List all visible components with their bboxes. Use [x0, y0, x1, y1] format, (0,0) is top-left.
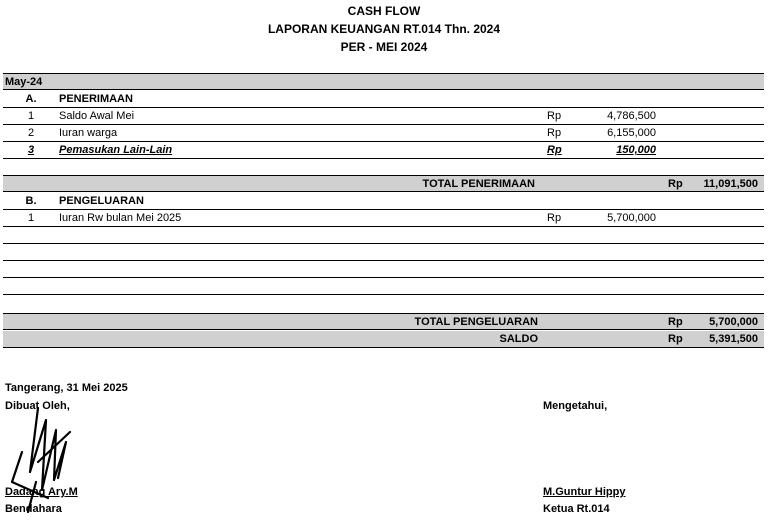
income-total-row	[3, 175, 764, 192]
row-no: 1	[27, 110, 35, 122]
acknowledged-caption: Mengetahui,	[543, 400, 608, 412]
row-no: 2	[27, 127, 35, 139]
row-amount: 6,155,000	[607, 127, 656, 139]
table-row	[3, 125, 764, 142]
expense-total-row	[3, 313, 764, 330]
income-section-header	[3, 91, 764, 108]
expense-total-currency: Rp	[668, 316, 683, 328]
row-no: 1	[27, 212, 35, 224]
chairman-role: Ketua Rt.014	[543, 503, 610, 515]
period-label: May-24	[5, 76, 43, 88]
income-section-no: A.	[25, 93, 37, 105]
row-desc: Saldo Awal Mei	[59, 110, 135, 122]
table-row	[3, 142, 764, 159]
row-currency: Rp	[547, 127, 562, 139]
prepared-by-caption: Dibuat Oleh,	[5, 400, 70, 412]
treasurer-role: Bendahara	[5, 503, 62, 515]
row-amount: 150,000	[616, 144, 656, 156]
report-period: PER - MEI 2024	[340, 40, 428, 54]
income-total-amount: 11,091,500	[703, 178, 758, 190]
row-amount: 5,700,000	[607, 212, 656, 224]
empty-row	[3, 278, 764, 295]
empty-row	[3, 227, 764, 244]
row-desc: Iuran warga	[59, 127, 118, 139]
table-row	[3, 108, 764, 125]
place-date: Tangerang, 31 Mei 2025	[5, 382, 128, 394]
row-amount: 4,786,500	[607, 110, 656, 122]
expense-total-amount: 5,700,000	[709, 316, 758, 328]
saldo-label: SALDO	[499, 333, 538, 345]
row-currency: Rp	[547, 212, 562, 224]
expense-section-header	[3, 193, 764, 210]
row-desc: Iuran Rw bulan Mei 2025	[59, 212, 182, 224]
report-subtitle: LAPORAN KEUANGAN RT.014 Thn. 2024	[267, 22, 501, 36]
expense-total-label: TOTAL PENGELUARAN	[414, 316, 538, 328]
expense-section-no: B.	[25, 195, 37, 207]
income-section-title: PENERIMAAN	[59, 93, 133, 105]
saldo-row	[3, 331, 764, 348]
income-total-label: TOTAL PENERIMAAN	[422, 178, 535, 190]
row-no: 3	[27, 144, 35, 156]
expense-section-title: PENGELUARAN	[59, 195, 144, 207]
empty-row	[3, 244, 764, 261]
table-row	[3, 210, 764, 227]
report-title: CASH FLOW	[347, 4, 421, 18]
saldo-currency: Rp	[668, 333, 683, 345]
treasurer-name: Dadang Ary.M	[5, 486, 78, 498]
saldo-amount: 5,391,500	[709, 333, 758, 345]
chairman-name: M.Guntur Hippy	[543, 486, 626, 498]
row-currency: Rp	[547, 144, 562, 156]
empty-row	[3, 261, 764, 278]
period-row	[3, 73, 764, 90]
row-currency: Rp	[547, 110, 562, 122]
income-total-currency: Rp	[668, 178, 683, 190]
row-desc: Pemasukan Lain-Lain	[59, 144, 173, 156]
